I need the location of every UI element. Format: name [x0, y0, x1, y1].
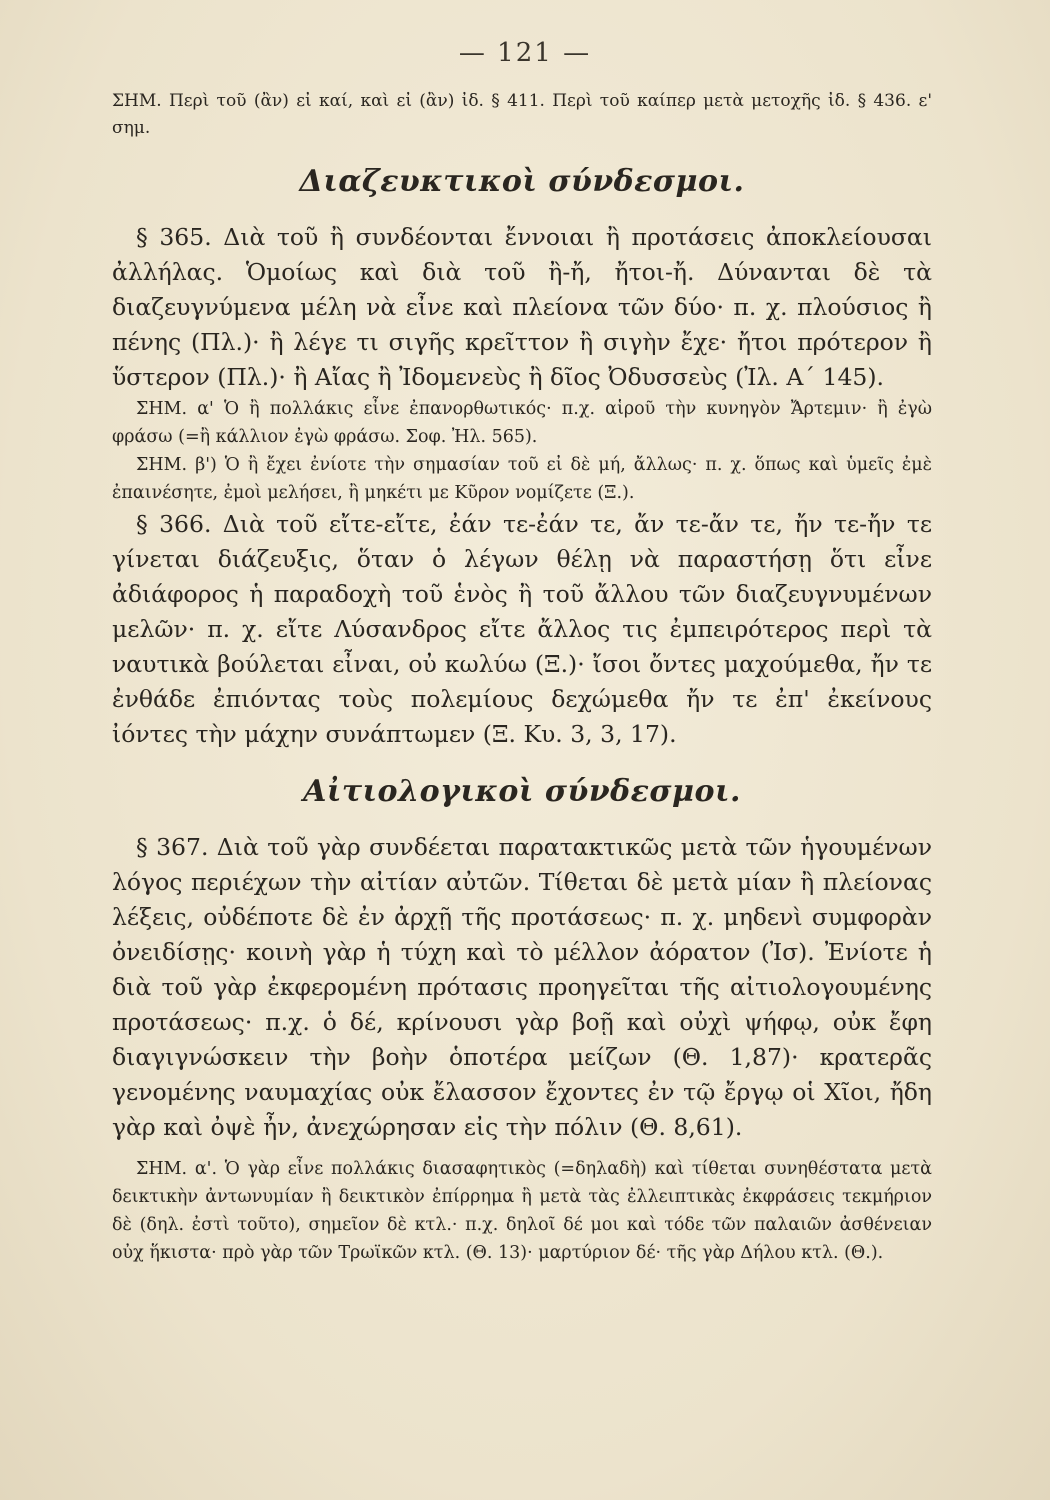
page-content [112, 88, 932, 1267]
page-number: — 121 — [458, 38, 592, 68]
paragraph-365: § 365. Διὰ τοῦ ἢ συνδέονται ἔννοιαι ἢ προτάσεις ἀποκλείουσαι ἀλλήλας. Ὁμοίως καὶ διὰ τοῦ ἢ-ἤ, ἤτοι-ἤ. Δύνανται δὲ τὰ διαζευγνύμενα μέλη νὰ εἶνε καὶ πλείονα τῶν δύο· π. χ. πλούσιος ἢ πένης (Πλ.)· ἢ λέγε τι σιγῆς κρεῖττον ἢ σιγὴν ἔχε· ἤτοι πρότερον ἢ ὕστερον (Πλ.)· ἢ Αἴας ἢ Ἰδομενεὺς ἢ δῖος Ὀδυσσεὺς (Ἰλ. Α΄ 145). [112, 223, 932, 391]
note-365-a: ΣΗΜ. α' Ὁ ἢ πολλάκις εἶνε ἐπανορθωτικός· π.χ. αἱροῦ τὴν κυνηγὸν Ἄρτεμιν· ἢ ἐγὼ φράσω (=ἢ κάλλιον ἐγὼ φράσω. Σοφ. Ἠλ. 565). [112, 399, 932, 447]
paragraph-367: § 367. Διὰ τοῦ γὰρ συνδέεται παρατακτικῶς μετὰ τῶν ἡγουμένων λόγος περιέχων τὴν αἰτίαν αὐτῶν. Τίθεται δὲ μετὰ μίαν ἢ πλείονας λέξεις, οὐδέποτε δὲ ἐν ἀρχῇ τῆς προτάσεως· π. χ. μηδενὶ συμφορὰν ὀνειδίσῃς· κοινὴ γὰρ ἡ τύχη καὶ τὸ μέλλον ἀόρατον (Ἰσ). Ἐνίοτε ἡ διὰ τοῦ γὰρ ἐκφερομένη πρότασις προηγεῖται τῆς αἰτιολογουμένης προτάσεως· π.χ. ὁ δέ, κρίνουσι γὰρ βοῇ καὶ οὐχὶ ψήφῳ, οὐκ ἔφη διαγιγνώσκειν τὴν βοὴν ὁποτέρα μείζων (Θ. 1,87)· κρατερᾶς γενομένης ναυμαχίας οὐκ ἔλασσον ἔχοντες ἐν τῷ ἔργῳ οἱ Χῖοι, ἤδη γὰρ καὶ ὀψὲ ἦν, ἀνεχώρησαν εἰς τὴν πόλιν (Θ. 8,61). [112, 833, 932, 1141]
heading-disjunctive-conjunctions: Διαζευκτικοὶ σύνδεσμοι. [299, 164, 745, 199]
note-367-a: ΣΗΜ. α'. Ὁ γὰρ εἶνε πολλάκις διασαφητικὸς (=δηλαδὴ) καὶ τίθεται συνηθέστατα μετὰ δεικτικὴν ἀντωνυμίαν ἢ δεικτικὸν ἐπίρρημα ἢ μετὰ τὰς ἐλλειπτικὰς ἐκφράσεις τεκμήριον δὲ (δηλ. ἐστὶ τοῦτο), σημεῖον δὲ κτλ.· π.χ. δηλοῖ δέ μοι καὶ τόδε τῶν παλαιῶν ἀσθένειαν οὐχ ἥκιστα· πρὸ γὰρ τῶν Τρωϊκῶν κτλ. (Θ. 13)· μαρτύριον δέ· τῆς γὰρ Δήλου κτλ. (Θ.). [112, 1159, 932, 1263]
heading-causal-conjunctions: Αἰτιολογικοὶ σύνδεσμοι. [303, 774, 741, 809]
note-365-b: ΣΗΜ. β') Ὁ ἢ ἔχει ἐνίοτε τὴν σημασίαν τοῦ εἰ δὲ μή, ἄλλως· π. χ. ὅπως καὶ ὑμεῖς ἐμὲ ἐπαινέσητε, ἐμοὶ μελήσει, ἢ μηκέτι με Κῦρον νομίζετε (Ξ.). [112, 455, 932, 503]
top-note: ΣΗΜ. Περὶ τοῦ (ἂν) εἰ καί, καὶ εἰ (ἂν) ἰδ. § 411. Περὶ τοῦ καίπερ μετὰ μετοχῆς ἰδ. § 436. ε' σημ. [112, 91, 932, 138]
paragraph-366: § 366. Διὰ τοῦ εἴτε-εἴτε, ἐάν τε-ἐάν τε, ἄν τε-ἄν τε, ἤν τε-ἤν τε γίνεται διάζευξις, ὅταν ὁ λέγων θέλῃ νὰ παραστήσῃ ὅτι εἶνε ἀδιάφορος ἡ παραδοχὴ τοῦ ἑνὸς ἢ τοῦ ἄλλου τῶν διαζευγνυμένων μελῶν· π. χ. εἴτε Λύσανδρος εἴτε ἄλλος τις ἐμπειρότερος περὶ τὰ ναυτικὰ βούλεται εἶναι, οὐ κωλύω (Ξ.)· ἴσοι ὄντες μαχούμεθα, ἤν τε ἐνθάδε ἐπιόντας τοὺς πολεμίους δεχώμεθα ἤν τε ἐπ' ἐκείνους ἰόντες τὴν μάχην συνάπτωμεν (Ξ. Κυ. 3, 3, 17). [112, 510, 932, 748]
